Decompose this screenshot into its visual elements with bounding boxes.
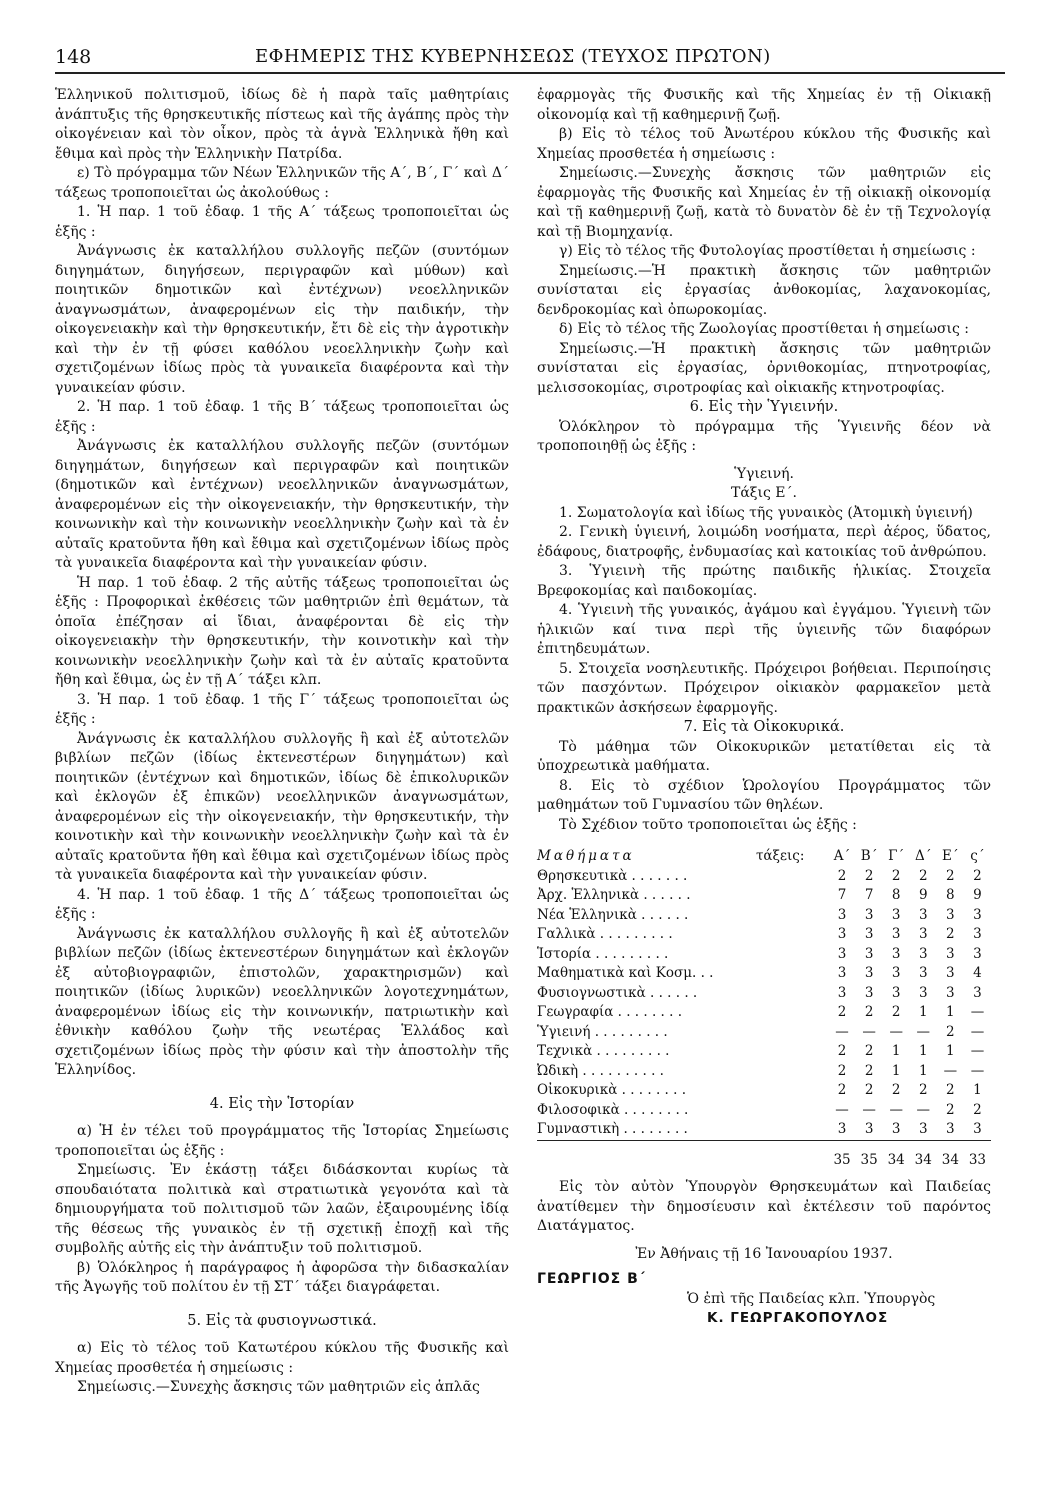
subject-cell: Φιλοσοφικὰ . . . . . . . .	[537, 1101, 689, 1118]
hours-cell: 2	[973, 867, 982, 884]
paragraph: 8. Εἰς τὸ σχέδιον Ὡρολογίου Προγράμματος τῶν μαθημάτων τοῦ Γυμνασίου τῶν θηλέων.	[537, 777, 991, 813]
paragraph: Σημείωσις. Ἐν ἑκάστῃ τάξει διδάσκονται κυρίως τὰ σπουδαιότατα πολιτικὰ καὶ στρατιωτικὰ γεγονότα καὶ τὰ δημιουργήματα τοῦ πολιτισμοῦ τῶν λαῶν, ἐξαιρουμένης ἰδίᾳ τῆς θέσεως τῆς γυναικὸς ἐν τῇ σχετικῇ ἐποχῇ καὶ τῆς συμβολῆς αὐτῆς εἰς τὴν ἀνάπτυξιν τοῦ πολιτισμοῦ.	[55, 1162, 509, 1256]
hours-cell: 3	[973, 906, 982, 923]
page-number: 148	[55, 46, 92, 68]
hours-cell: 2	[864, 867, 874, 884]
class-header: Ε΄	[942, 848, 959, 864]
class-header: Α΄	[833, 848, 851, 864]
table-row	[537, 1003, 991, 1023]
subject-cell: Ἱστορία . . . . . . . . .	[537, 945, 669, 962]
hours-cell: 3	[918, 906, 928, 923]
total-cell: 33	[964, 1140, 991, 1170]
hours-cell: 3	[946, 1121, 955, 1137]
hours-cell: 3	[864, 1121, 874, 1137]
table-row	[537, 964, 991, 984]
hours-cell: —	[943, 1062, 958, 1079]
paragraph: Ἀνάγνωσις ἐκ καταλλήλου συλλογῆς πεζῶν (συντόμων διηγημάτων, διηγήσεων, περιγραφῶν καὶ μύθων) καὶ ποιητικῶν δημοτικῶν καὶ ἐντέχνων) νεοελληνικῶν ἀναγνωσμάτων, ἀναφερομένων εἰς τὴν παιδικήν, τὴν οἰκογενειακὴν καὶ τὴν θρησκευτικήν, ἔτι δὲ εἰς τὴν ἀγροτικὴν καὶ τὴν ἐν τῇ φύσει καθόλου νεοελληνικὴν ζωὴν καὶ σχετιζομένων ἰδίως πρὸς τὰ γυναικεῖα διαφέροντα καὶ τὴν γυναικείαν φύσιν.	[55, 243, 509, 396]
paragraph: α) Εἰς τὸ τέλος τοῦ Κατωτέρου κύκλου τῆς Φυσικῆς καὶ Χημείας προσθετέα ἡ σημείωσις :	[55, 1340, 509, 1376]
hours-cell: 1	[946, 1004, 955, 1020]
list-item: 5. Στοιχεῖα νοσηλευτικῆς. Πρόχειροι βοήθειαι. Περιποίησις τῶν πασχόντων. Πρόχειρον οἰκιακὸν φαρμακεῖον μετὰ πρακτικῶν ἀσκήσεων ἐφαρμογῆς.	[537, 660, 991, 716]
hours-cell: —	[970, 1023, 985, 1040]
hours-cell: 3	[946, 945, 955, 962]
paragraph: Τὸ μάθημα τῶν Οἰκοκυρικῶν μετατίθεται εἰς τὰ ὑποχρεωτικὰ μαθήματα.	[537, 738, 991, 774]
hours-cell: 3	[946, 984, 955, 1001]
running-title: ΕΦΗΜΕΡΙΣ ΤΗΣ ΚΥΒΕΡΝΗΣΕΩΣ (ΤΕΥΧΟΣ ΠΡΩΤΟΝ)	[255, 46, 771, 67]
hours-cell: 2	[891, 1082, 901, 1098]
hours-cell: 3	[837, 945, 847, 962]
hours-cell: —	[916, 1101, 931, 1118]
hours-cell: 2	[864, 1004, 874, 1020]
paragraph: Ὁλόκληρον τὸ πρόγραμμα τῆς Ὑγιεινῆς δέον νὰ τροποποιηθῇ ὡς ἑξῆς :	[537, 418, 991, 454]
section-heading-natural-sciences: 5. Εἰς τὰ φυσιογνωστικά.	[187, 1312, 377, 1329]
table-row	[537, 867, 991, 887]
hours-cell: 1	[946, 1043, 955, 1059]
hours-cell: —	[889, 1101, 903, 1118]
subject-cell: Μαθηματικὰ καὶ Κοσμ. . .	[537, 965, 714, 981]
schedule-table	[537, 847, 991, 1170]
hours-cell: —	[970, 1062, 985, 1079]
table-header-row	[537, 847, 991, 867]
hours-cell: 3	[864, 984, 874, 1001]
list-item: 4. Ὑγιεινὴ τῆς γυναικός, ἀγάμου καὶ ἐγγάμου. Ὑγιεινὴ τῶν ἡλικιῶν καί τινα περὶ τῆς ὑγιεινῆς τῶν διαφόρων ἐπιτηδευμάτων.	[537, 602, 991, 657]
hours-cell: 3	[973, 984, 982, 1001]
hours-cell: 1	[973, 1082, 982, 1098]
hours-cell: 2	[946, 867, 955, 884]
hours-cell: 3	[891, 945, 901, 962]
hours-cell: 3	[891, 906, 901, 923]
paragraph: Σημείωσις.—Ἡ πρακτικὴ ἄσκησις τῶν μαθητριῶν συνίσταται εἰς ἐργασίας ἀνθοκομίας, λαχανοκομίας, δενδροκομίας καὶ ὀπωροκομίας.	[537, 262, 991, 318]
paragraph: β) Ὁλόκληρος ἡ παράγραφος ἡ ἀφορῶσα τὴν διδασκαλίαν τῆς Ἀγωγῆς τοῦ πολίτου ἐν τῇ ΣΤ΄ τάξει διαγράφεται.	[55, 1259, 509, 1295]
class-header: Γ΄	[888, 848, 905, 864]
table-row	[537, 906, 991, 926]
hours-cell: 2	[946, 1101, 955, 1118]
closing-paragraph: Εἰς τὸν αὐτὸν Ὑπουργὸν Θρησκευμάτων καὶ Παιδείας ἀνατίθεμεν τὴν δημοσίευσιν καὶ ἐκτέλεσιν τοῦ παρόντος Διατάγματος.	[537, 1179, 991, 1234]
paragraph: ε) Τὸ πρόγραμμα τῶν Νέων Ἑλληνικῶν τῆς Α΄, Β΄, Γ΄ καὶ Δ΄ τάξεως τροποποιεῖται ὡς ἀκολούθως :	[55, 165, 509, 201]
subject-cell: Οἰκοκυρικὰ . . . . . . . .	[537, 1082, 687, 1098]
paragraph: Σημείωσις.—Ἡ πρακτικὴ ἄσκησις τῶν μαθητριῶν συνίσταται εἰς ἐργασίας, ὀρνιθοκομίας, πτηνοτροφίας, μελισσοκομίας, σιροτροφίας καὶ οἰκιακῆς κτηνοτροφίας.	[537, 340, 991, 396]
subject-cell: Ὑγιεινή . . . . . . . . .	[537, 1023, 668, 1040]
page-header	[55, 42, 1005, 74]
subject-cell: Γαλλικὰ . . . . . . . . .	[537, 926, 673, 942]
hours-cell: 7	[837, 887, 847, 903]
date-line: Ἐν Ἀθήναις τῇ 16 Ἰανουαρίου 1937.	[635, 1245, 893, 1262]
hours-cell: 1	[918, 1004, 928, 1020]
hours-cell: 3	[918, 945, 928, 962]
table-col-header: τάξεις:	[755, 848, 805, 864]
hours-cell: 3	[837, 984, 847, 1001]
totals-spacer	[537, 1140, 829, 1170]
table-row	[537, 925, 991, 945]
hours-cell: 2	[837, 1082, 847, 1098]
paragraph: γ) Εἰς τὸ τέλος τῆς Φυτολογίας προστίθεται ἡ σημείωσις :	[559, 243, 976, 259]
paragraph: α) Ἡ ἐν τέλει τοῦ προγράμματος τῆς Ἱστορίας Σημείωσις τροποποιεῖται ὡς ἑξῆς :	[55, 1123, 509, 1159]
hours-cell: 2	[864, 1043, 874, 1059]
class-header: Δ΄	[915, 848, 932, 864]
hours-cell: 3	[891, 926, 901, 942]
hours-cell: 2	[891, 1004, 901, 1020]
hours-cell: 8	[891, 887, 901, 903]
hours-cell: 3	[918, 1121, 928, 1137]
hours-cell: 3	[837, 906, 847, 923]
hours-cell: 3	[837, 1121, 847, 1137]
hours-cell: 7	[864, 887, 874, 903]
hours-cell: 2	[837, 1062, 847, 1079]
subject-cell: Ἀρχ. Ἑλληνικὰ . . . . . .	[537, 887, 691, 903]
hours-cell: 3	[837, 965, 847, 981]
section-heading-hygiene: 6. Εἰς τὴν Ὑγιεινήν.	[689, 399, 839, 415]
hours-cell: 3	[864, 906, 874, 923]
list-item: 3. Ὑγιεινὴ τῆς πρώτης παιδικῆς ἡλικίας. Στοιχεῖα Βρεφοκομίας καὶ παιδοκομίας.	[537, 563, 991, 599]
hours-cell: 2	[837, 1043, 847, 1059]
hours-cell: 2	[918, 867, 928, 884]
totals-row	[537, 1140, 991, 1170]
hours-cell: 3	[918, 926, 928, 942]
hours-cell: 2	[837, 1004, 847, 1020]
hours-cell: 3	[891, 984, 901, 1001]
subject-cell: Γυμναστικὴ . . . . . . . .	[537, 1121, 688, 1137]
hours-cell: —	[916, 1023, 931, 1040]
total-cell: 35	[856, 1140, 883, 1170]
minister-title: Ὁ ἐπὶ τῆς Παιδείας κλπ. Ὑπουργὸς	[687, 1290, 936, 1307]
hours-cell: 3	[918, 984, 928, 1001]
hours-cell: —	[970, 1004, 985, 1020]
hours-cell: 3	[946, 906, 955, 923]
paragraph: Ἡ παρ. 1 τοῦ ἐδαφ. 2 τῆς αὐτῆς τάξεως τροποποιεῖται ὡς ἑξῆς : Προφορικαὶ ἐκθέσεις τῶν μαθητριῶν ἐπὶ θεμάτων, τὰ ὁποῖα ἐπέζησαν αἱ ἴδιαι, ἀναφέρονται δὲ εἰς τὴν οἰκογενειακὴν τὴν θρησκευτικήν, τὴν κοινοτικὴν καὶ τὴν κοινωνικὴν νεοελληνικὴν ζωὴν καὶ τὰ ἐν αὐταῖς κρατοῦντα ἤθη καὶ ἔθιμα, ὡς ἐν τῇ Α΄ τάξει κλπ.	[55, 574, 509, 688]
hours-cell: 2	[837, 867, 847, 884]
class-header: ς΄	[970, 848, 985, 864]
minister-name: Κ. ΓΕΩΡΓΑΚΟΠΟΥΛΟΣ	[707, 1310, 889, 1326]
hours-cell: —	[835, 1023, 849, 1040]
hours-cell: —	[889, 1023, 903, 1040]
hours-cell: 3	[891, 1121, 901, 1137]
hours-cell: 2	[973, 1101, 982, 1118]
hours-cell: 2	[864, 1062, 874, 1079]
paragraph: Ἑλληνικοῦ πολιτισμοῦ, ἰδίως δὲ ἡ παρὰ ταῖς μαθητρίαις ἀνάπτυξις τῆς θρησκευτικῆς πίστεως καὶ τῆς ἀγάπης πρὸς τὴν οἰκογένειαν καὶ τὸν οἶκον, πρὸς τὰ ἁγνὰ Ἑλληνικὰ ἤθη καὶ ἔθιμα καὶ πρὸς τὴν Ἑλληνικὴν Πατρίδα.	[55, 87, 509, 162]
total-cell: 34	[883, 1140, 910, 1170]
left-column	[55, 86, 509, 1398]
hours-cell: 2	[864, 1082, 874, 1098]
paragraph: 4. Ἡ παρ. 1 τοῦ ἐδαφ. 1 τῆς Δ΄ τάξεως τροποποιεῖται ὡς ἑξῆς :	[55, 886, 509, 922]
section-heading-home-economics: 7. Εἰς τὰ Οἰκοκυρικά.	[683, 719, 845, 735]
hours-cell: 3	[837, 926, 847, 942]
table-row	[537, 1023, 991, 1043]
hours-cell: —	[835, 1101, 849, 1118]
list-item: 2. Γενικὴ ὑγιεινή, λοιμώδη νοσήματα, περὶ ἀέρος, ὕδατος, ἐδάφους, διατροφῆς, ἐνδυμασίας καὶ κατοικίας τοῦ ἀνθρώπου.	[537, 524, 991, 560]
hours-cell: 2	[946, 1023, 955, 1040]
hours-cell: 3	[864, 965, 874, 981]
table-row	[537, 1101, 991, 1121]
hours-cell: 2	[891, 867, 901, 884]
hours-cell: 3	[864, 926, 874, 942]
table-row	[537, 1120, 991, 1140]
hours-cell: 2	[918, 1082, 928, 1098]
hours-cell: 1	[891, 1043, 901, 1059]
total-cell: 34	[937, 1140, 964, 1170]
paragraph: Σημείωσις.—Συνεχὴς ἄσκησις τῶν μαθητριῶν εἰς ἐφαρμογὰς τῆς Φυσικῆς καὶ Χημείας ἐν τῇ οἰκιακῇ οἰκονομίᾳ καὶ τῇ καθημερινῇ ζωῇ, κατὰ τὸ δυνατὸν δὲ ἐν τῇ Τεχνολογίᾳ καὶ τῇ Βιομηχανίᾳ.	[537, 165, 991, 240]
hours-cell: 1	[918, 1062, 928, 1079]
hygiene-class: Τάξις Ε΄.	[731, 485, 797, 501]
paragraph: Ἀνάγνωσις ἐκ καταλλήλου συλλογῆς πεζῶν (συντόμων διηγημάτων, διηγήσεων καὶ περιγραφῶν καὶ ποιητικῶν (δημοτικῶν καὶ ἐντέχνων) νεοελληνικῶν ἀναγνωσμάτων, ἀναφερομένων εἰς τὴν οἰκογενειακήν, τὴν θρησκευτικήν, τὴν κοινωνικὴν καὶ τὴν κοινωνικὴν νεοελληνικὴν ζωὴν καὶ τὰ ἐν αὐταῖς κρατοῦντα ἤθη καὶ ἔθιμα καὶ σχετιζομένων ἰδίως πρὸς τὰ γυναικεῖα διαφέροντα καὶ τὴν γυναικείαν φύσιν.	[55, 438, 509, 571]
list-item: 1. Σωματολογία καὶ ἰδίως τῆς γυναικὸς (Ἀτομικὴ ὑγιεινή)	[559, 504, 973, 521]
hours-cell: 8	[946, 887, 955, 903]
hours-cell: 3	[946, 965, 955, 981]
table-row	[537, 945, 991, 965]
paragraph: 1. Ἡ παρ. 1 τοῦ ἐδαφ. 1 τῆς Α΄ τάξεως τροποποιεῖται ὡς ἑξῆς :	[55, 204, 509, 240]
hours-cell: —	[862, 1023, 876, 1040]
paragraph: δ) Εἰς τὸ τέλος τῆς Ζωολογίας προστίθεται ἡ σημείωσις :	[559, 321, 970, 337]
section-heading-history: 4. Εἰς τὴν Ἱστορίαν	[209, 1095, 355, 1112]
total-cell: 34	[910, 1140, 937, 1170]
subject-cell: Νέα Ἑλληνικὰ . . . . . .	[537, 906, 689, 923]
paragraph: ἐφαρμογὰς τῆς Φυσικῆς καὶ τῆς Χημείας ἐν τῇ Οἰκιακῇ οἰκονομίᾳ καὶ τῇ καθημερινῇ ζωῇ.	[537, 87, 991, 123]
paragraph: 2. Ἡ παρ. 1 τοῦ ἐδαφ. 1 τῆς Β΄ τάξεως τροποποιεῖται ὡς ἑξῆς :	[55, 399, 509, 435]
total-cell: 35	[829, 1140, 856, 1170]
hours-cell: 3	[891, 965, 901, 981]
hours-cell: —	[970, 1043, 985, 1059]
paragraph: Σημείωσις.—Συνεχὴς ἄσκησις τῶν μαθητριῶν εἰς ἁπλᾶς	[77, 1379, 480, 1395]
hours-cell: 1	[918, 1043, 928, 1059]
hours-cell: 9	[973, 887, 982, 903]
paragraph: Ἀνάγνωσις ἐκ καταλλήλου συλλογῆς ἢ καὶ ἐξ αὐτοτελῶν βιβλίων πεζῶν (ἰδίως ἐκτενεστέρων διηγημάτων) καὶ ποιητικῶν (ἐντέχνων καὶ δημοτικῶν, ἰδίως δὲ ἐπικολυρικῶν καὶ ἐκλογῶν ἐξ ἐπικῶν) νεοελληνικῶν ἀναγνωσμάτων, ἀναφερομένων εἰς τὴν οἰκογενειακήν, τὴν θρησκευτικήν, τὴν κοινοτικὴν καὶ τὴν κοινωνικὴν νεοελληνικὴν ζωὴν καὶ τὰ ἐν αὐταῖς κρατοῦντα ἤθη καὶ ἔθιμα καὶ σχετιζομένων ἰδίως πρὸς τὰ γυναικεῖα διαφέροντα καὶ τὴν γυναικείαν φύσιν.	[55, 730, 509, 883]
hours-cell: 3	[973, 926, 982, 942]
table-row	[537, 1081, 991, 1101]
hours-cell: 4	[973, 965, 982, 981]
table-title: Μαθήματα	[537, 848, 635, 864]
subject-cell: Τεχνικὰ . . . . . . . . .	[537, 1043, 670, 1059]
subject-cell: Φυσιογνωστικὰ . . . . . .	[537, 984, 698, 1001]
subject-cell: Ὠδικὴ . . . . . . . . . .	[537, 1062, 664, 1079]
hours-cell: 2	[946, 1082, 955, 1098]
paragraph: 3. Ἡ παρ. 1 τοῦ ἐδαφ. 1 τῆς Γ΄ τάξεως τροποποιεῖται ὡς ἑξῆς :	[55, 691, 509, 727]
right-column	[537, 86, 991, 1329]
paragraph: β) Εἰς τὸ τέλος τοῦ Ἀνωτέρου κύκλου τῆς Φυσικῆς καὶ Χημείας προσθετέα ἡ σημείωσις :	[537, 126, 991, 162]
hygiene-title: Ὑγιεινή.	[734, 465, 794, 482]
hours-cell: 3	[973, 1121, 982, 1137]
hours-cell: 3	[918, 965, 928, 981]
table-row	[537, 1042, 991, 1062]
subject-cell: Θρησκευτικὰ . . . . . . .	[537, 867, 688, 884]
king-signature: ΓΕΩΡΓΙΟΣ Β΄	[537, 1271, 646, 1287]
class-header: Β΄	[860, 848, 878, 864]
hours-cell: 3	[864, 945, 874, 962]
table-row	[537, 984, 991, 1004]
hours-cell: —	[862, 1101, 876, 1118]
hours-cell: 9	[918, 887, 928, 903]
paragraph: Ἀνάγνωσις ἐκ καταλλήλου συλλογῆς ἢ καὶ ἐξ αὐτοτελῶν βιβλίων πεζῶν (ἰδίως ἐκτενεστέρων διηγημάτων καὶ ἐκλογῶν ἐξ αὐτοβιογραφιῶν, ἐπιστολῶν, χαρακτηρισμῶν) καὶ ποιητικῶν (ἰδίως λυρικῶν) νεοελληνικῶν λογοτεχνημάτων, ἀναφερομένων ἰδίως εἰς τὴν κοινωνικήν, πατριωτικὴν καὶ ἐθνικὴν καθόλου ζωὴν τῆς νεωτέρας Ἑλλάδος καὶ σχετιζομένων ἰδίως πρὸς τὴν φύσιν καὶ τὴν ἀποστολὴν τῆς Ἑλληνίδος.	[55, 925, 509, 1078]
hours-cell: 1	[891, 1062, 901, 1079]
schedule-body	[537, 867, 991, 1171]
table-row	[537, 1062, 991, 1082]
hours-cell: 3	[973, 945, 982, 962]
subject-cell: Γεωγραφία . . . . . . . .	[537, 1004, 683, 1020]
hours-cell: 2	[946, 926, 955, 942]
paragraph: Τὸ Σχέδιον τοῦτο τροποποιεῖται ὡς ἑξῆς :	[559, 816, 857, 833]
table-row	[537, 886, 991, 906]
